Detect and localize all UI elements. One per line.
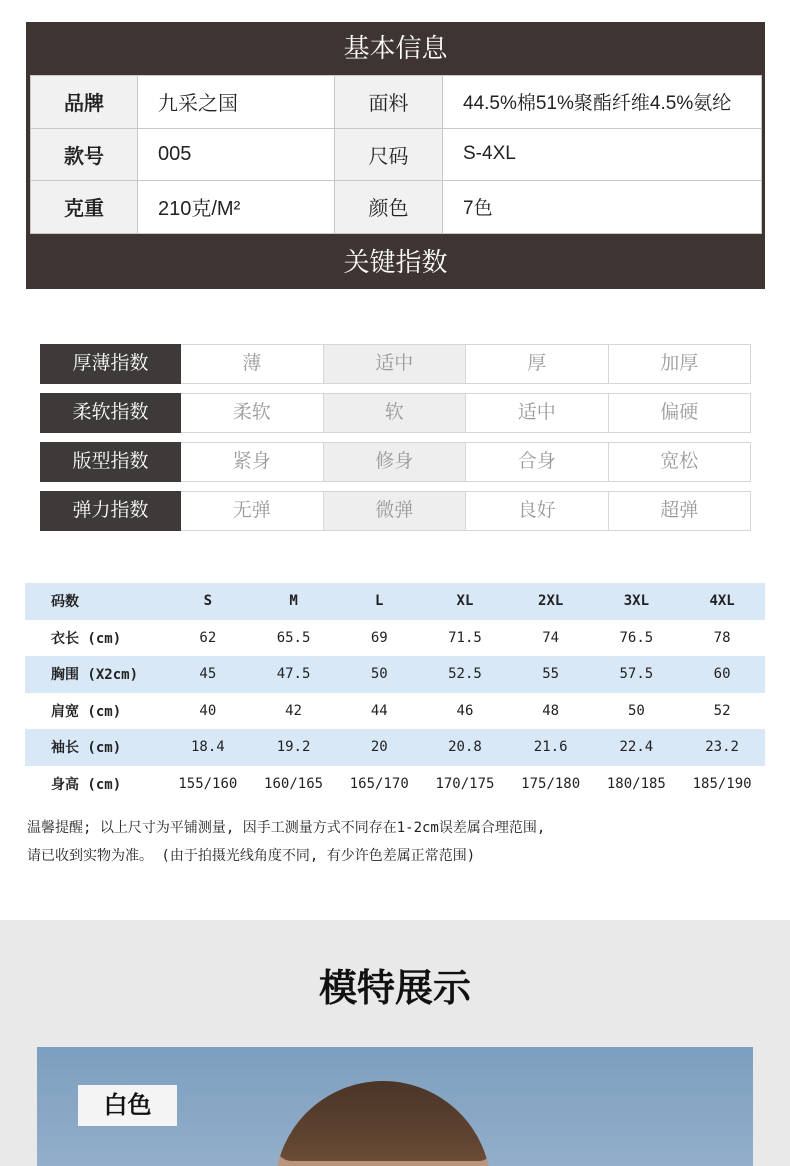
size-header-cell: M: [251, 583, 337, 620]
table-cell: 71.5: [448, 629, 482, 646]
index-option-selected: 适中: [324, 344, 467, 384]
basic-info-row: [31, 128, 762, 181]
size-header-cell: 4XL: [679, 583, 765, 620]
basic-info-row: [31, 181, 762, 234]
fabric-key: 面料: [335, 76, 443, 129]
table-cell: 18.4: [165, 729, 251, 766]
table-cell: 50: [336, 656, 422, 693]
table-cell: 55: [508, 656, 594, 693]
table-cell: 76.5: [619, 629, 654, 646]
table-cell: 65.5: [276, 629, 311, 646]
index-label: 弹力指数: [40, 491, 181, 531]
index-option-selected: 软: [324, 393, 467, 433]
model-head-image: [275, 1081, 491, 1166]
table-cell: 衣长 (cm): [51, 630, 122, 647]
index-option: 加厚: [609, 344, 752, 384]
table-cell: 40: [199, 702, 217, 719]
table-cell: 60: [679, 656, 765, 693]
table-cell: 69: [370, 629, 388, 646]
size-header-cell: L: [336, 583, 422, 620]
basic-info-table: [30, 75, 762, 234]
model-photo: [37, 1047, 753, 1166]
table-row: [25, 693, 765, 730]
size-note-line-2: 请已收到实物为准。 (由于拍摄光线角度不同, 有少许色差属正常范围): [27, 848, 476, 864]
table-cell: 袖长 (cm): [25, 729, 165, 766]
style-no-value: 005: [138, 128, 335, 181]
style-no-key: 款号: [31, 128, 138, 181]
size-note-line-1: 温馨提醒; 以上尺寸为平铺测量, 因手工测量方式不同存在1-2cm误差属合理范围,: [27, 820, 546, 836]
size-chart-table: [25, 583, 765, 802]
index-label: 柔软指数: [40, 393, 181, 433]
index-row-fit: [40, 442, 751, 482]
basic-info-row: [31, 76, 762, 129]
table-cell: 46: [456, 702, 474, 719]
size-header-cell: XL: [422, 583, 508, 620]
table-cell: 50: [627, 702, 645, 719]
index-option: 良好: [466, 491, 609, 531]
model-hair-image: [275, 1081, 491, 1161]
color-value: 7色: [443, 181, 762, 234]
index-option: 无弹: [181, 491, 324, 531]
table-cell: 44: [370, 702, 388, 719]
table-cell: 45: [165, 656, 251, 693]
table-cell: 47.5: [251, 656, 337, 693]
brand-value: 九采之国: [138, 76, 335, 129]
index-option: 宽松: [609, 442, 752, 482]
table-cell: 160/165: [264, 775, 324, 792]
size-header-cell: 2XL: [508, 583, 594, 620]
size-header-cell: 码数: [25, 583, 165, 620]
size-table-header-row: [25, 583, 765, 620]
table-row: [25, 766, 765, 803]
size-value: S-4XL: [443, 128, 762, 181]
index-option-selected: 微弹: [324, 491, 467, 531]
table-cell: 身高 (cm): [51, 776, 122, 793]
table-cell: 180/185: [606, 775, 666, 792]
table-cell: 42: [285, 702, 302, 719]
index-option: 紧身: [181, 442, 324, 482]
index-option: 偏硬: [609, 393, 752, 433]
table-cell: 170/175: [435, 775, 495, 792]
table-cell: 165/170: [349, 775, 409, 792]
table-cell: 185/190: [692, 775, 752, 792]
table-cell: 肩宽 (cm): [51, 703, 122, 720]
table-cell: 57.5: [594, 656, 680, 693]
key-index-header: 关键指数: [343, 247, 448, 277]
index-option-selected: 修身: [324, 442, 467, 482]
brand-key: 品牌: [31, 76, 138, 129]
table-cell: 155/160: [178, 775, 238, 792]
weight-key: 克重: [31, 181, 138, 234]
table-cell: 19.2: [251, 729, 337, 766]
table-cell: 48: [542, 702, 560, 719]
table-cell: 21.6: [508, 729, 594, 766]
index-option: 柔软: [181, 393, 324, 433]
table-cell: 78: [713, 629, 731, 646]
weight-value: 210克/M²: [138, 181, 335, 234]
table-cell: 23.2: [679, 729, 765, 766]
table-row: [25, 729, 765, 766]
index-option: 超弹: [609, 491, 752, 531]
table-cell: 20: [336, 729, 422, 766]
table-cell: 22.4: [594, 729, 680, 766]
table-cell: 74: [542, 629, 560, 646]
index-row-thickness: [40, 344, 751, 384]
table-cell: 175/180: [521, 775, 581, 792]
index-label: 版型指数: [40, 442, 181, 482]
basic-info-panel: [26, 22, 765, 289]
index-option: 合身: [466, 442, 609, 482]
model-show-title: 模特展示: [318, 968, 471, 1010]
table-cell: 20.8: [422, 729, 508, 766]
model-show-section: [0, 920, 790, 1166]
table-cell: 52: [713, 702, 731, 719]
basic-info-header: 基本信息: [343, 33, 448, 63]
index-row-softness: [40, 393, 751, 433]
fabric-value: 44.5%棉51%聚酯纤维4.5%氨纶: [443, 76, 762, 129]
table-row: [25, 656, 765, 693]
index-option: 厚: [466, 344, 609, 384]
index-option: 薄: [181, 344, 324, 384]
table-cell: 胸围 (X2cm): [25, 656, 165, 693]
table-cell: 52.5: [422, 656, 508, 693]
index-row-elasticity: [40, 491, 751, 531]
index-option: 适中: [466, 393, 609, 433]
size-header-cell: S: [165, 583, 251, 620]
size-key: 尺码: [335, 128, 443, 181]
color-tag: 白色: [78, 1085, 177, 1126]
table-row: [25, 620, 765, 657]
index-label: 厚薄指数: [40, 344, 181, 384]
size-header-cell: 3XL: [594, 583, 680, 620]
color-key: 颜色: [335, 181, 443, 234]
table-cell: 62: [199, 629, 217, 646]
